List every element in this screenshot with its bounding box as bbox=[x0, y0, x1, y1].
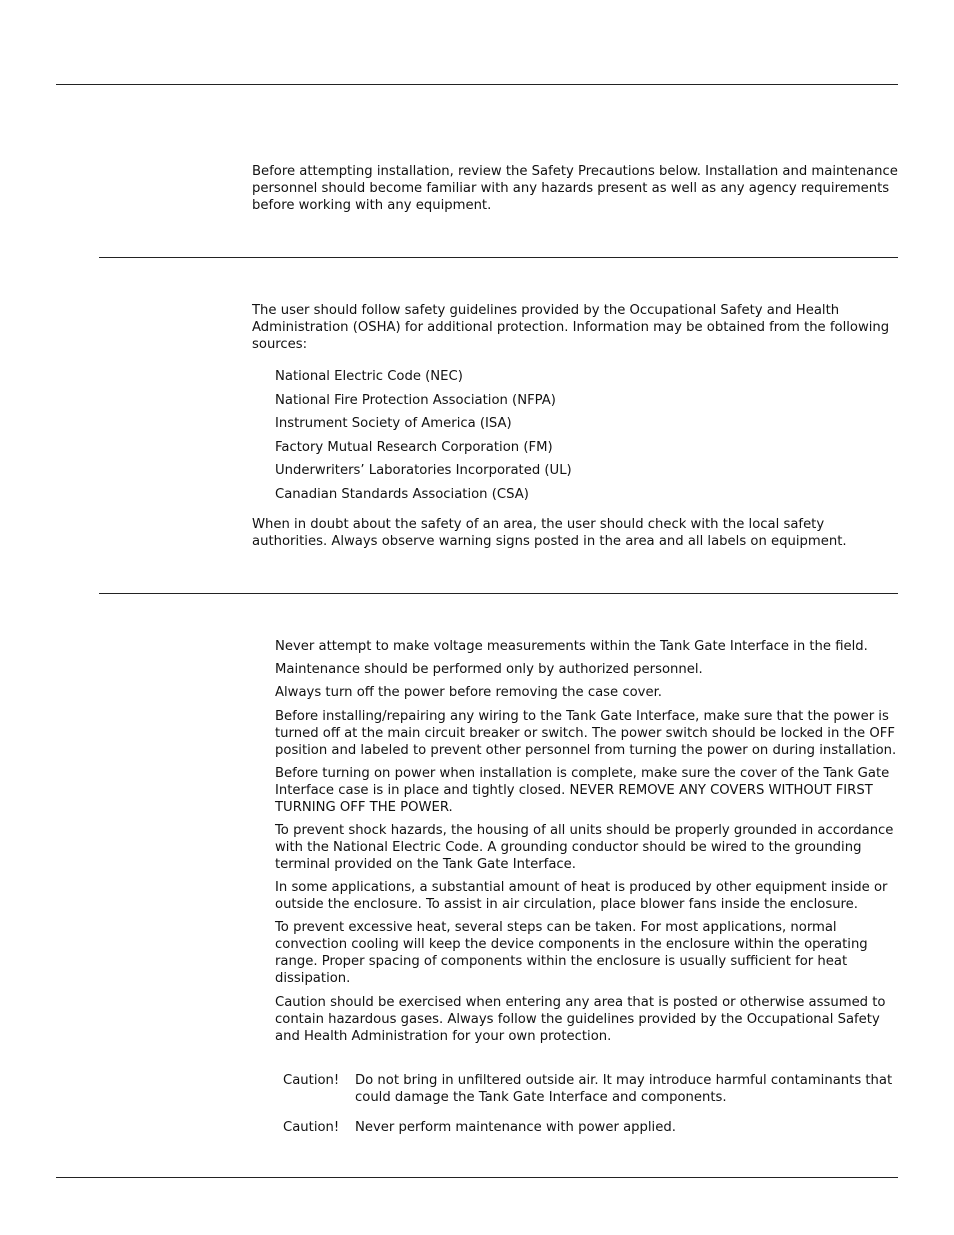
list-item: Caution should be exercised when entering any area that is posted or otherwise assumed to contain hazardous gases. Always follow the guidelines provided by the Occupational Safety and Health Administration for your own protection. bbox=[275, 994, 886, 1044]
list-item: Before turning on power when installation is complete, make sure the cover of the Tank Gate Interface case is in place and tightly closed. NEVER REMOVE ANY COVERS WITHOUT FIRST TURNING OFF THE POWER. bbox=[275, 765, 890, 815]
header-rule bbox=[56, 84, 898, 85]
section-divider-sources bbox=[99, 257, 898, 258]
list-item: Maintenance should be performed only by authorized personnel. bbox=[275, 662, 703, 678]
list-item: Underwriters’ Laboratories Incorporated (UL) bbox=[275, 463, 572, 478]
caution-text: Do not bring in unfiltered outside air. It may introduce harmful contaminants that could damage the Tank Gate Interface and components. bbox=[355, 1073, 893, 1105]
intro-paragraph: Before attempting installation, review the Safety Precautions below. Installation and maintenance personnel should become familiar with any hazards present as well as any agency requirements before working with any equipment. bbox=[252, 164, 898, 213]
list-item: Always turn off the power before removing the case cover. bbox=[275, 685, 662, 701]
caution-text: Never perform maintenance with power applied. bbox=[355, 1120, 676, 1135]
caution-label: Caution! bbox=[283, 1073, 340, 1088]
sources-list bbox=[275, 368, 900, 509]
section-divider-precautions bbox=[99, 593, 898, 594]
list-item: Canadian Standards Association (CSA) bbox=[275, 486, 529, 502]
list-item: To prevent shock hazards, the housing of all units should be properly grounded in accordance with the National Electric Code. A grounding conductor should be wired to the grounding terminal provided on the Tank Gate Interface. bbox=[275, 822, 894, 872]
list-item: Factory Mutual Research Corporation (FM) bbox=[275, 439, 553, 455]
list-item: Before installing/repairing any wiring to the Tank Gate Interface, make sure that the power is turned off at the main circuit breaker or switch. The power switch should be locked in the OFF position and labeled to prevent other personnel from turning the power on during installation. bbox=[275, 708, 897, 758]
footer-rule bbox=[56, 1177, 898, 1178]
caution-label: Caution! bbox=[283, 1120, 340, 1135]
list-item: National Electric Code (NEC) bbox=[275, 369, 463, 384]
osha-paragraph: The user should follow safety guidelines provided by the Occupational Safety and Health Administration (OSHA) for additional protection. Information may be obtained from the following sources: bbox=[252, 303, 890, 352]
caution-note bbox=[283, 1119, 903, 1136]
list-item: To prevent excessive heat, several steps can be taken. For most applications, normal convection cooling will keep the device components in the enclosure within the operating range. Proper spacing of components within the enclosure is usually sufficient for heat dissipation. bbox=[275, 920, 868, 987]
list-item: Instrument Society of America (ISA) bbox=[275, 416, 512, 431]
list-item: In some applications, a substantial amount of heat is produced by other equipment inside or outside the enclosure. To assist in air circulation, place blower fans inside the enclosure. bbox=[275, 880, 888, 913]
caution-note bbox=[283, 1072, 903, 1106]
list-item: Never attempt to make voltage measurements within the Tank Gate Interface in the field. bbox=[275, 639, 868, 654]
list-item: National Fire Protection Association (NFPA) bbox=[275, 392, 556, 408]
precautions-list bbox=[275, 638, 900, 1051]
authorities-paragraph: When in doubt about the safety of an area, the user should check with the local safety authorities. Always observe warning signs posted in the area and all labels on equipment. bbox=[252, 517, 847, 549]
